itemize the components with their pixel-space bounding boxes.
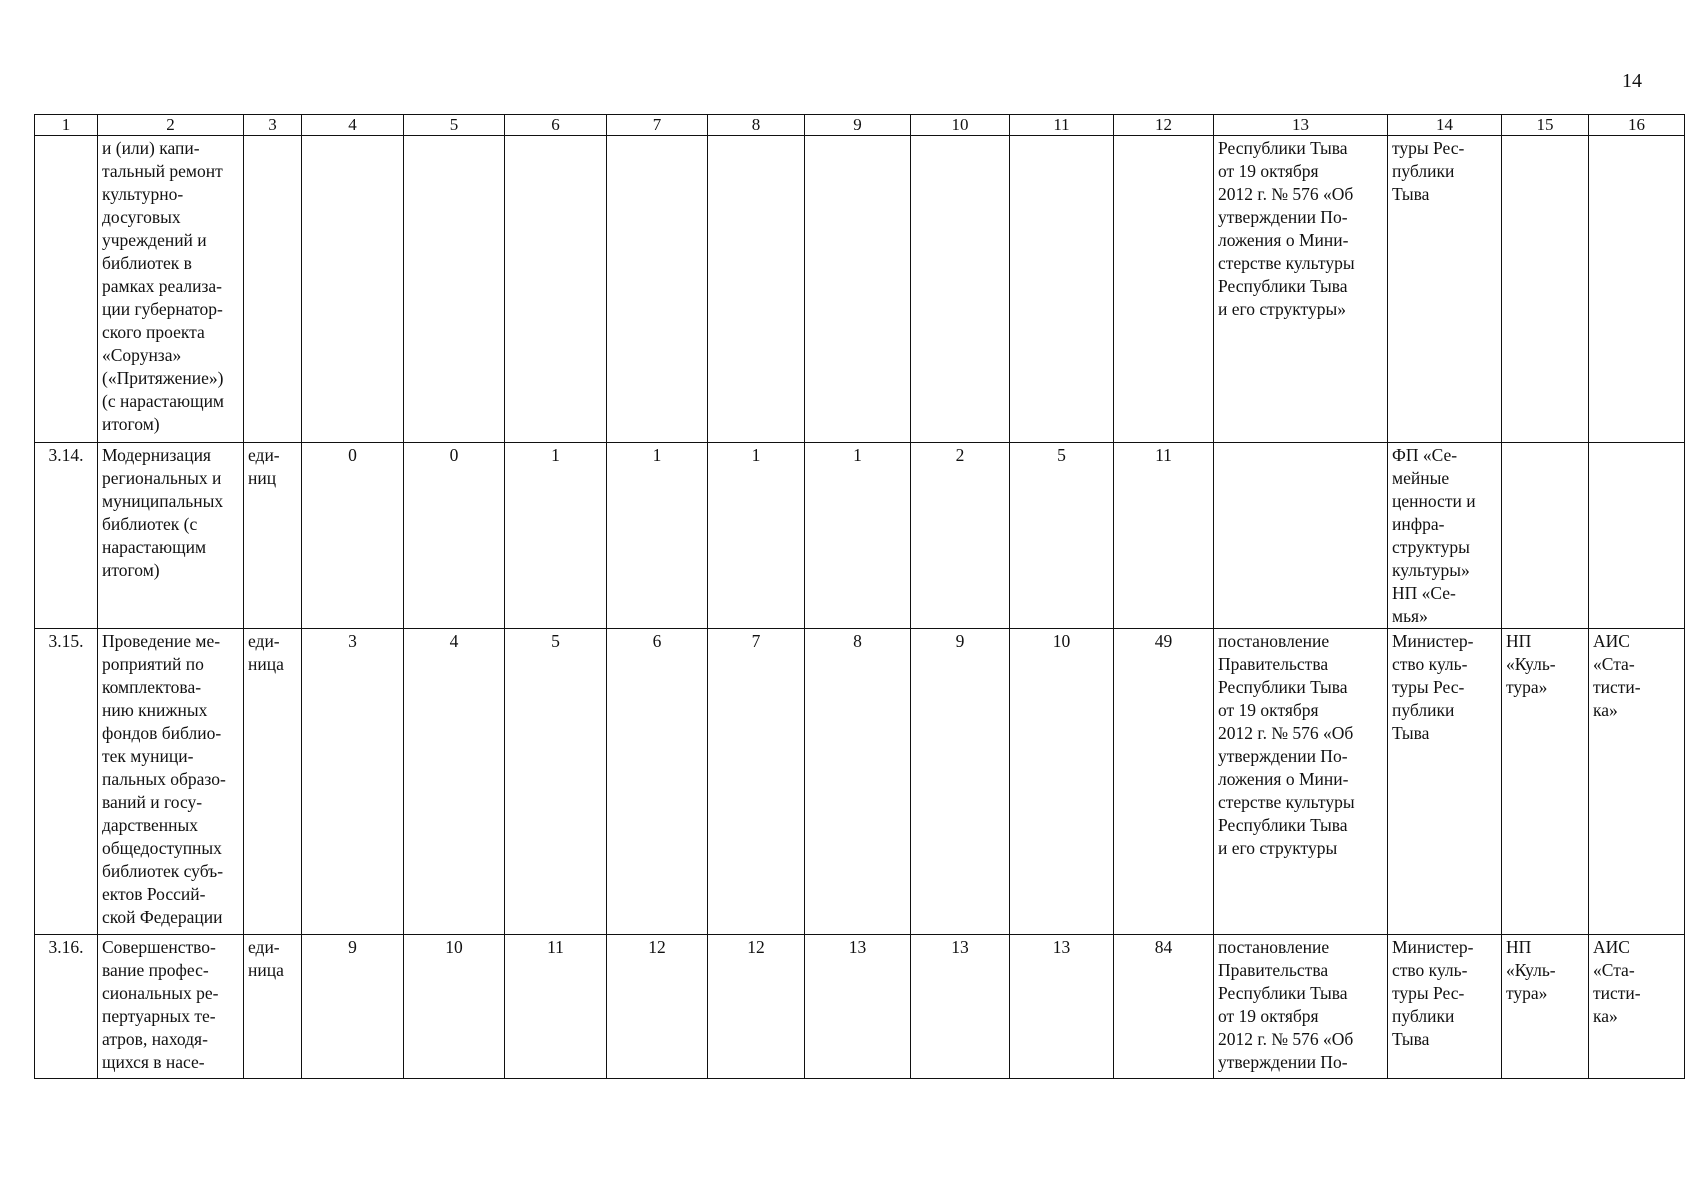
column-number-row	[35, 115, 1685, 136]
project-cell	[1502, 136, 1589, 443]
system-cell	[1589, 443, 1685, 629]
column-header: 7	[607, 115, 708, 136]
value-cell	[708, 136, 805, 443]
value-cell: 1	[708, 443, 805, 629]
table-row	[35, 136, 1685, 443]
value-cell: 1	[607, 443, 708, 629]
column-header: 2	[98, 115, 244, 136]
value-cell	[404, 136, 505, 443]
row-number: 3.14.	[35, 443, 98, 629]
table-row	[35, 629, 1685, 935]
value-cell	[1010, 136, 1114, 443]
column-header: 14	[1388, 115, 1502, 136]
document-cell: Республики Тыва от 19 октября 2012 г. № 576 «Об утверждении По- ложения о Мини- стерстве культуры Республики Тыва и его структуры»	[1214, 136, 1388, 443]
column-header: 5	[404, 115, 505, 136]
value-cell: 1	[805, 443, 911, 629]
value-cell: 10	[1010, 629, 1114, 935]
value-cell	[302, 136, 404, 443]
value-cell: 5	[505, 629, 607, 935]
value-cell: 0	[302, 443, 404, 629]
value-cell: 5	[1010, 443, 1114, 629]
unit-cell	[244, 136, 302, 443]
value-cell	[911, 136, 1010, 443]
responsible-cell: Министер- ство куль- туры Рес- публики Тыва	[1388, 935, 1502, 1079]
table-row	[35, 935, 1685, 1079]
value-cell: 0	[404, 443, 505, 629]
total-cell: 11	[1114, 443, 1214, 629]
column-header: 13	[1214, 115, 1388, 136]
total-cell: 49	[1114, 629, 1214, 935]
table-row	[35, 443, 1685, 629]
value-cell: 13	[805, 935, 911, 1079]
system-cell: АИС «Ста- тисти- ка»	[1589, 629, 1685, 935]
total-cell	[1114, 136, 1214, 443]
value-cell: 2	[911, 443, 1010, 629]
value-cell: 8	[805, 629, 911, 935]
column-header: 15	[1502, 115, 1589, 136]
document-cell	[1214, 443, 1388, 629]
value-cell	[607, 136, 708, 443]
value-cell: 9	[911, 629, 1010, 935]
unit-cell: еди- ница	[244, 629, 302, 935]
row-number: 3.16.	[35, 935, 98, 1079]
value-cell: 11	[505, 935, 607, 1079]
row-number	[35, 136, 98, 443]
column-header: 10	[911, 115, 1010, 136]
document-cell: постановление Правительства Республики Тыва от 19 октября 2012 г. № 576 «Об утверждении По- ложения о Мини- стерстве культуры Республики Тыва и его структуры	[1214, 629, 1388, 935]
project-cell	[1502, 443, 1589, 629]
responsible-cell: Министер- ство куль- туры Рес- публики Тыва	[1388, 629, 1502, 935]
unit-cell: еди- ница	[244, 935, 302, 1079]
project-cell: НП «Куль- тура»	[1502, 629, 1589, 935]
system-cell: АИС «Ста- тисти- ка»	[1589, 935, 1685, 1079]
value-cell: 10	[404, 935, 505, 1079]
page-number: 14	[1622, 70, 1642, 92]
unit-cell: еди- ниц	[244, 443, 302, 629]
total-cell: 84	[1114, 935, 1214, 1079]
value-cell: 12	[708, 935, 805, 1079]
system-cell	[1589, 136, 1685, 443]
column-header: 9	[805, 115, 911, 136]
column-header: 16	[1589, 115, 1685, 136]
indicator-name: Модернизация региональных и муниципальных библиотек (с нарастающим итогом)	[98, 443, 244, 629]
indicator-name: и (или) капи- тальный ремонт культурно- досуговых учреждений и библиотек в рамках реализа- ции губернатор- ского проекта «Сорунза» («Притяжение») (с нарастающим итогом)	[98, 136, 244, 443]
value-cell: 13	[1010, 935, 1114, 1079]
column-header: 4	[302, 115, 404, 136]
responsible-cell: ФП «Се- мейные ценности и инфра- структуры культуры» НП «Се- мья»	[1388, 443, 1502, 629]
value-cell: 6	[607, 629, 708, 935]
value-cell: 7	[708, 629, 805, 935]
indicator-name: Проведение ме- роприятий по комплектова- нию книжных фондов библио- тек муници- пальных образо- ваний и госу- дарственных общедоступных библиотек субъ- ектов Россий- ской Федерации	[98, 629, 244, 935]
column-header: 12	[1114, 115, 1214, 136]
indicator-name: Совершенство- вание профес- сиональных ре- пертуарных те- атров, находя- щихся в насе-	[98, 935, 244, 1079]
indicators-table	[34, 114, 1685, 1079]
value-cell: 3	[302, 629, 404, 935]
value-cell: 12	[607, 935, 708, 1079]
column-header: 8	[708, 115, 805, 136]
document-cell: постановление Правительства Республики Тыва от 19 октября 2012 г. № 576 «Об утверждении По-	[1214, 935, 1388, 1079]
project-cell: НП «Куль- тура»	[1502, 935, 1589, 1079]
column-header: 1	[35, 115, 98, 136]
value-cell: 13	[911, 935, 1010, 1079]
value-cell: 4	[404, 629, 505, 935]
value-cell	[505, 136, 607, 443]
responsible-cell: туры Рес- публики Тыва	[1388, 136, 1502, 443]
column-header: 11	[1010, 115, 1114, 136]
value-cell: 9	[302, 935, 404, 1079]
row-number: 3.15.	[35, 629, 98, 935]
value-cell	[805, 136, 911, 443]
column-header: 6	[505, 115, 607, 136]
column-header: 3	[244, 115, 302, 136]
value-cell: 1	[505, 443, 607, 629]
